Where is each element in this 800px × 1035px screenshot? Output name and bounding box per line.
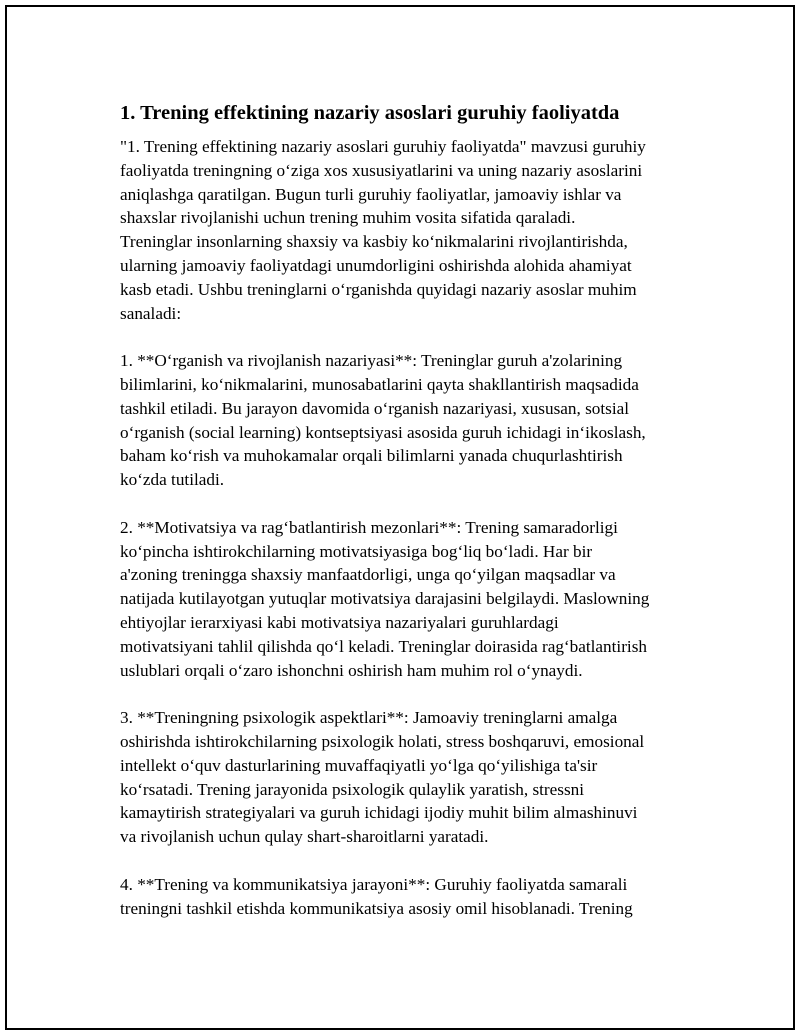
paragraph-break bbox=[120, 682, 700, 706]
page-frame bbox=[5, 5, 795, 1030]
text-line: ularning jamoaviy faoliyatdagi unumdorligini oshirishda alohida ahamiyat bbox=[120, 255, 632, 275]
text-line: motivatsiyani tahlil qilishda qo‘l keladi. Treninglar doirasida rag‘batlantirish bbox=[120, 636, 647, 656]
document-heading: 1. Trening effektining nazariy asoslari guruhiy faoliyatda bbox=[120, 102, 620, 124]
text-line: natijada kutilayotgan yutuqlar motivatsiya darajasini belgilaydi. Maslowning bbox=[120, 589, 650, 609]
text-line: va rivojlanish uchun qulay shart-sharoitlarni yaratadi. bbox=[120, 827, 489, 847]
text-line: a'zoning treningga shaxsiy manfaatdorligi, unga qo‘yilgan maqsadlar va bbox=[120, 565, 616, 585]
text-line: ko‘pincha ishtirokchilarning motivatsiyasiga bog‘liq bo‘ladi. Har bir bbox=[120, 541, 593, 561]
text-line: 2. **Motivatsiya va rag‘batlantirish mezonlari**: Trening samaradorligi bbox=[120, 517, 618, 537]
text-line: aniqlashga qaratilgan. Bugun turli guruhiy faoliyatlar, jamoaviy ishlar va bbox=[120, 184, 622, 204]
text-line: uslublari orqali o‘zaro ishonchni oshirish ham muhim rol o‘ynaydi. bbox=[120, 660, 583, 680]
text-line: intellekt o‘quv dasturlarining muvaffaqiyatli yo‘lga qo‘yilishiga ta'sir bbox=[120, 755, 598, 775]
text-line: oshirishda ishtirokchilarning psixologik holati, stress boshqaruvi, emosional bbox=[120, 731, 645, 751]
text-line: 3. **Treningning psixologik aspektlari**: Jamoaviy treninglarni amalga bbox=[120, 708, 618, 728]
text-line: baham ko‘rish va muhokamalar orqali bilimlarni yanada chuqurlashtirish bbox=[120, 446, 623, 466]
paragraph-break bbox=[120, 849, 700, 873]
text-line: tashkil etiladi. Bu jarayon davomida o‘rganish nazariyasi, xususan, sotsial bbox=[120, 398, 629, 418]
text-line: sanaladi: bbox=[120, 303, 182, 323]
text-line: 4. **Trening va kommunikatsiya jarayoni**: Guruhiy faoliyatda samarali bbox=[120, 874, 628, 894]
text-line: ko‘rsatadi. Trening jarayonida psixologik qulaylik yaratish, stressni bbox=[120, 779, 585, 799]
text-line: "1. Trening effektining nazariy asoslari guruhiy faoliyatda" mavzusi guruhiy bbox=[120, 137, 646, 156]
document-content bbox=[120, 99, 700, 920]
document-body bbox=[120, 135, 700, 920]
text-line: Treninglar insonlarning shaxsiy va kasbiy ko‘nikmalarini rivojlantirishda, bbox=[120, 232, 628, 252]
paragraph-break bbox=[120, 492, 700, 516]
text-line: kamaytirish strategiyalari va guruh ichidagi ijodiy muhit bilim almashinuvi bbox=[120, 803, 638, 823]
text-line: treningni tashkil etishda kommunikatsiya asosiy omil hisoblanadi. Trening bbox=[120, 898, 633, 918]
text-line: ehtiyojlar ierarxiyasi kabi motivatsiya nazariyalari guruhlardagi bbox=[120, 612, 559, 632]
text-line: bilimlarini, ko‘nikmalarini, munosabatlarini qayta shakllantirish maqsadida bbox=[120, 374, 639, 394]
paragraph-break bbox=[120, 325, 700, 349]
text-line: o‘rganish (social learning) kontseptsiyasi asosida guruh ichidagi in‘ikoslash, bbox=[120, 422, 646, 442]
text-line: 1. **O‘rganish va rivojlanish nazariyasi**: Treninglar guruh a'zolarining bbox=[120, 351, 623, 371]
text-line: shaxslar rivojlanishi uchun trening muhim vosita sifatida qaraladi. bbox=[120, 208, 576, 228]
text-line: ko‘zda tutiladi. bbox=[120, 470, 225, 490]
text-line: faoliyatda treningning o‘ziga xos xususiyatlarini va uning nazariy asoslarini bbox=[120, 160, 643, 180]
text-line: kasb etadi. Ushbu treninglarni o‘rganishda quyidagi nazariy asoslar muhim bbox=[120, 279, 637, 299]
